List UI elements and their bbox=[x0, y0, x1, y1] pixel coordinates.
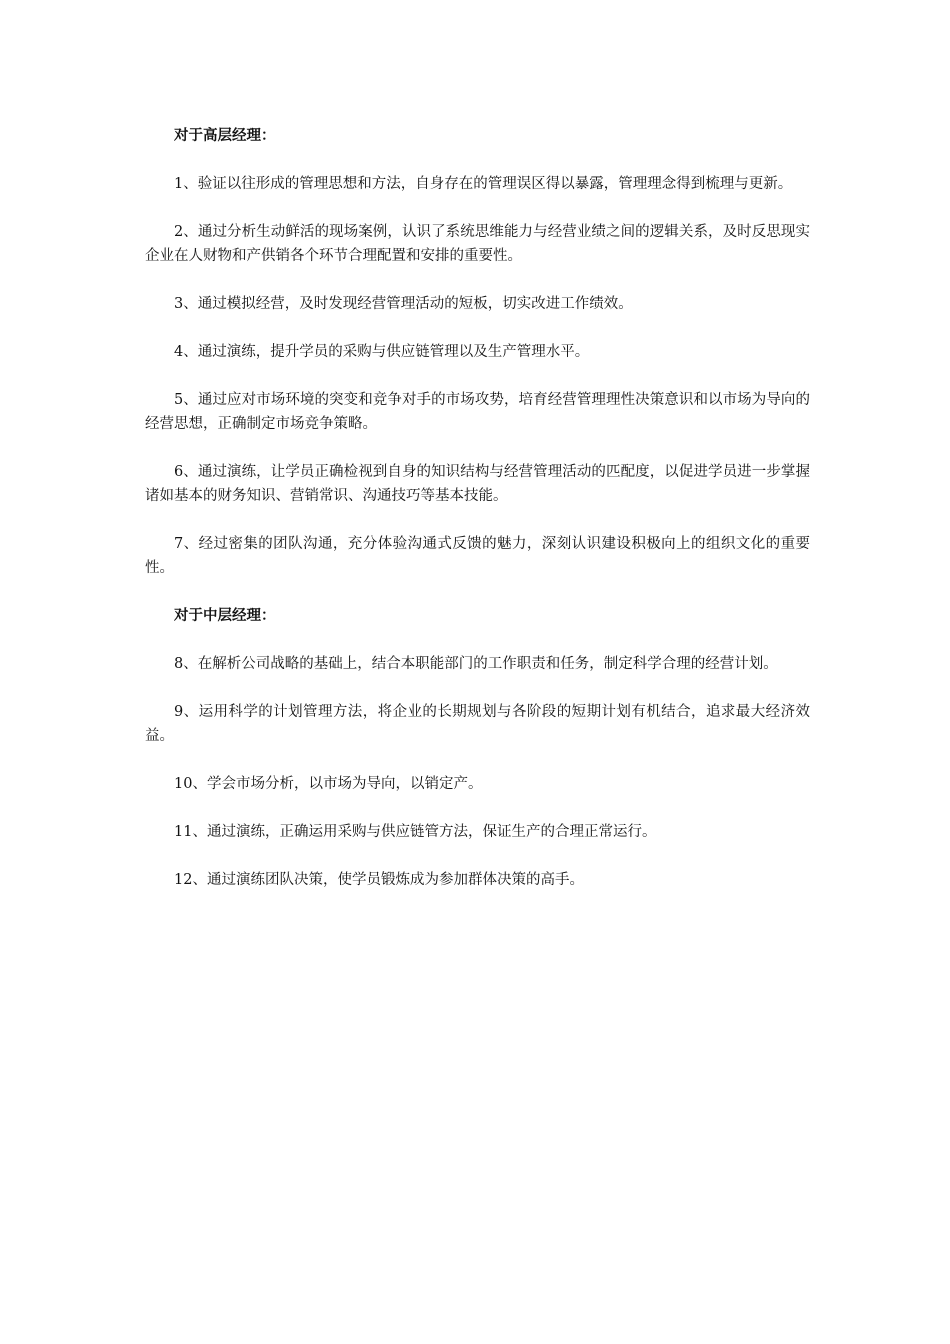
list-item-4: 4、通过演练，提升学员的采购与供应链管理以及生产管理水平。 bbox=[174, 344, 590, 360]
list-item-5: 5、通过应对市场环境的突变和竞争对手的市场攻势，培育经营管理理性决策意识和以市场为导向的经营思想，正确制定市场竞争策略。 bbox=[145, 392, 810, 432]
list-item-6: 6、通过演练，让学员正确检视到自身的知识结构与经营管理活动的匹配度，以促进学员进一步掌握诸如基本的财务知识、营销常识、沟通技巧等基本技能。 bbox=[145, 464, 810, 504]
section-heading-middle: 对于中层经理： bbox=[174, 607, 276, 624]
list-item-12: 12、通过演练团队决策，使学员锻炼成为参加群体决策的高手。 bbox=[174, 872, 584, 888]
list-item-7: 7、经过密集的团队沟通，充分体验沟通式反馈的魅力，深刻认识建设积极向上的组织文化的重要性。 bbox=[145, 536, 810, 576]
list-item-9: 9、运用科学的计划管理方法，将企业的长期规划与各阶段的短期计划有机结合，追求最大经济效益。 bbox=[145, 704, 810, 744]
list-item-11: 11、通过演练，正确运用采购与供应链管方法，保证生产的合理正常运行。 bbox=[174, 824, 657, 840]
document-page bbox=[145, 124, 810, 916]
section-heading-senior: 对于高层经理： bbox=[174, 127, 276, 144]
list-item-1: 1、验证以往形成的管理思想和方法，自身存在的管理误区得以暴露，管理理念得到梳理与更新。 bbox=[174, 176, 793, 192]
list-item-3: 3、通过模拟经营，及时发现经营管理活动的短板，切实改进工作绩效。 bbox=[174, 296, 633, 312]
list-item-8: 8、在解析公司战略的基础上，结合本职能部门的工作职责和任务，制定科学合理的经营计划。 bbox=[174, 656, 778, 672]
list-item-2: 2、通过分析生动鲜活的现场案例，认识了系统思维能力与经营业绩之间的逻辑关系，及时反思现实企业在人财物和产供销各个环节合理配置和安排的重要性。 bbox=[145, 224, 810, 264]
list-item-10: 10、学会市场分析，以市场为导向，以销定产。 bbox=[174, 776, 483, 792]
